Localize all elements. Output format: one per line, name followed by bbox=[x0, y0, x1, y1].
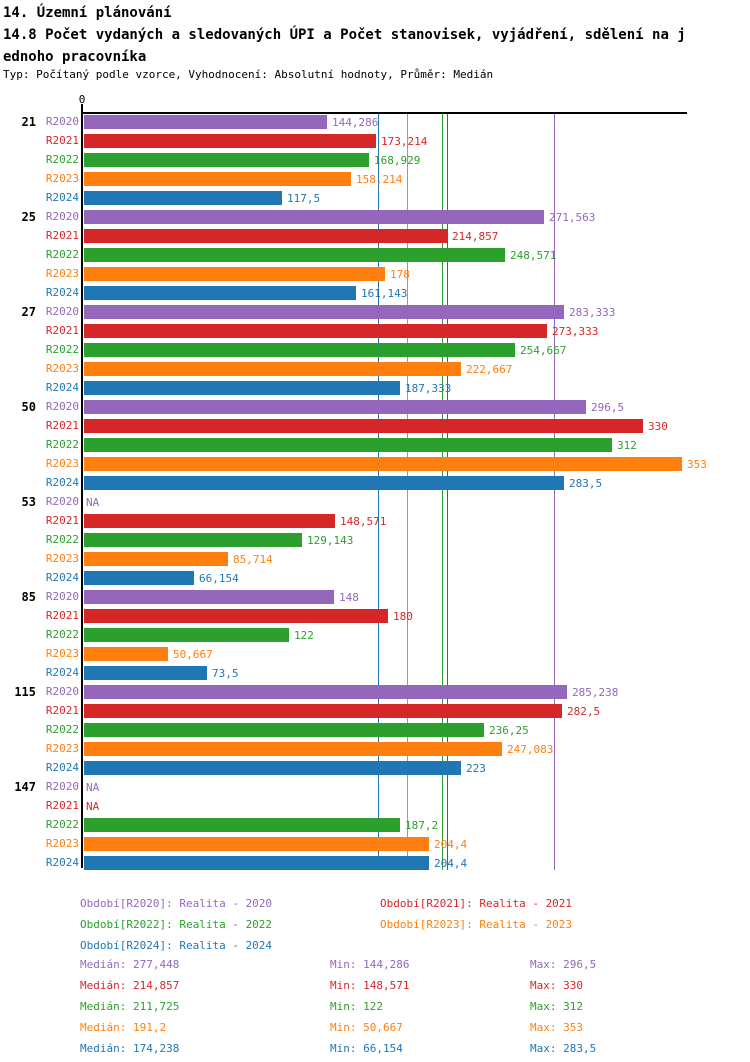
bar-r2021-group-53 bbox=[84, 514, 335, 528]
bar-r2021-group-27 bbox=[84, 324, 547, 338]
series-row-label-r2022: R2022 bbox=[45, 438, 79, 451]
series-row-label-r2024: R2024 bbox=[45, 191, 79, 204]
group-label-50: 50 bbox=[21, 400, 36, 414]
group-label-85: 85 bbox=[21, 590, 36, 604]
bar-value-label: 353 bbox=[687, 458, 707, 471]
legend-item-r2024: Období[R2024]: Realita - 2024 bbox=[80, 939, 273, 952]
bar-r2024-group-147 bbox=[84, 856, 429, 870]
series-row-label-r2021: R2021 bbox=[45, 609, 79, 622]
legend-item-r2021: Období[R2021]: Realita - 2021 bbox=[380, 897, 573, 910]
bar-value-label: 247,083 bbox=[507, 743, 554, 756]
series-row-label-r2024: R2024 bbox=[45, 571, 79, 584]
group-label-147: 147 bbox=[14, 780, 36, 794]
bar-r2020-group-115 bbox=[84, 685, 567, 699]
series-row-label-r2023: R2023 bbox=[45, 742, 79, 755]
series-row-label-r2024: R2024 bbox=[45, 381, 79, 394]
bar-r2022-group-115 bbox=[84, 723, 484, 737]
series-row-label-r2023: R2023 bbox=[45, 837, 79, 850]
bar-r2021-group-25 bbox=[84, 229, 447, 243]
median-r2020: Medián: 277,448 bbox=[80, 958, 180, 971]
series-row-label-r2020: R2020 bbox=[45, 685, 79, 698]
bar-r2024-group-85 bbox=[84, 666, 207, 680]
bar-value-label: 214,857 bbox=[452, 230, 499, 243]
bar-r2024-group-53 bbox=[84, 571, 194, 585]
bar-r2020-group-21 bbox=[84, 115, 327, 129]
median-line-r2020 bbox=[554, 114, 555, 870]
max-r2020: Max: 296,5 bbox=[530, 958, 597, 971]
bar-r2022-group-53 bbox=[84, 533, 302, 547]
bar-r2023-group-115 bbox=[84, 742, 502, 756]
series-row-label-r2021: R2021 bbox=[45, 419, 79, 432]
max-r2024: Max: 283,5 bbox=[530, 1042, 597, 1055]
series-row-label-r2020: R2020 bbox=[45, 210, 79, 223]
x-axis-zero-tick-label: 0 bbox=[78, 93, 86, 106]
bar-r2024-group-25 bbox=[84, 286, 356, 300]
bar-value-label: 144,286 bbox=[332, 116, 379, 129]
series-row-label-r2022: R2022 bbox=[45, 533, 79, 546]
series-row-label-r2023: R2023 bbox=[45, 457, 79, 470]
group-label-27: 27 bbox=[21, 305, 36, 319]
bar-value-label: 204,4 bbox=[434, 857, 468, 870]
median-r2021: Medián: 214,857 bbox=[80, 979, 180, 992]
bar-r2023-group-50 bbox=[84, 457, 682, 471]
bar-r2024-group-21 bbox=[84, 191, 282, 205]
bar-r2021-group-85 bbox=[84, 609, 388, 623]
bar-value-label: 285,238 bbox=[572, 686, 619, 699]
bar-value-label: NA bbox=[86, 781, 100, 794]
bar-value-label: 66,154 bbox=[199, 572, 239, 585]
bar-value-label: 73,5 bbox=[212, 667, 239, 680]
group-label-53: 53 bbox=[21, 495, 36, 509]
bar-value-label: 161,143 bbox=[361, 287, 408, 300]
bar-value-label: 283,333 bbox=[569, 306, 616, 319]
bar-value-label: 168,929 bbox=[374, 154, 421, 167]
bar-r2022-group-50 bbox=[84, 438, 612, 452]
median-r2023: Medián: 191,2 bbox=[80, 1021, 167, 1034]
bar-value-label: NA bbox=[86, 800, 100, 813]
series-row-label-r2022: R2022 bbox=[45, 153, 79, 166]
min-r2022: Min: 122 bbox=[330, 1000, 383, 1013]
bar-r2024-group-27 bbox=[84, 381, 400, 395]
series-row-label-r2024: R2024 bbox=[45, 666, 79, 679]
series-row-label-r2022: R2022 bbox=[45, 723, 79, 736]
median-line-r2021 bbox=[447, 114, 448, 870]
x-axis-line bbox=[81, 112, 687, 114]
bar-r2023-group-25 bbox=[84, 267, 385, 281]
series-row-label-r2022: R2022 bbox=[45, 628, 79, 641]
bar-r2022-group-25 bbox=[84, 248, 505, 262]
series-row-label-r2024: R2024 bbox=[45, 286, 79, 299]
bar-value-label: 158,214 bbox=[356, 173, 403, 186]
bar-r2024-group-115 bbox=[84, 761, 461, 775]
series-row-label-r2020: R2020 bbox=[45, 305, 79, 318]
bar-value-label: 330 bbox=[648, 420, 668, 433]
bar-value-label: 271,563 bbox=[549, 211, 596, 224]
bar-r2020-group-50 bbox=[84, 400, 586, 414]
series-row-label-r2023: R2023 bbox=[45, 552, 79, 565]
min-r2023: Min: 50,667 bbox=[330, 1021, 403, 1034]
legend-item-r2023: Období[R2023]: Realita - 2023 bbox=[380, 918, 573, 931]
series-row-label-r2021: R2021 bbox=[45, 514, 79, 527]
max-r2021: Max: 330 bbox=[530, 979, 583, 992]
median-r2022: Medián: 211,725 bbox=[80, 1000, 180, 1013]
bar-r2021-group-115 bbox=[84, 704, 562, 718]
legend-item-r2020: Období[R2020]: Realita - 2020 bbox=[80, 897, 273, 910]
max-r2022: Max: 312 bbox=[530, 1000, 583, 1013]
bar-r2023-group-27 bbox=[84, 362, 461, 376]
chart-meta-info: Typ: Počítaný podle vzorce, Vyhodnocení: Absolutní hodnoty, Průměr: Medián bbox=[3, 68, 494, 81]
bar-value-label: 282,5 bbox=[567, 705, 601, 718]
series-row-label-r2023: R2023 bbox=[45, 172, 79, 185]
series-row-label-r2020: R2020 bbox=[45, 590, 79, 603]
bar-value-label: 129,143 bbox=[307, 534, 354, 547]
series-row-label-r2023: R2023 bbox=[45, 267, 79, 280]
bar-value-label: 122 bbox=[294, 629, 314, 642]
bar-r2022-group-147 bbox=[84, 818, 400, 832]
bar-value-label: 173,214 bbox=[381, 135, 428, 148]
bar-r2021-group-50 bbox=[84, 419, 643, 433]
series-row-label-r2022: R2022 bbox=[45, 818, 79, 831]
bar-r2020-group-27 bbox=[84, 305, 564, 319]
group-label-115: 115 bbox=[14, 685, 36, 699]
bar-value-label: 296,5 bbox=[591, 401, 625, 414]
page-title: 14. Územní plánování bbox=[3, 5, 172, 21]
group-label-25: 25 bbox=[21, 210, 36, 224]
bar-r2020-group-85 bbox=[84, 590, 334, 604]
series-row-label-r2020: R2020 bbox=[45, 780, 79, 793]
bar-r2023-group-21 bbox=[84, 172, 351, 186]
bar-value-label: 248,571 bbox=[510, 249, 557, 262]
bar-value-label: 283,5 bbox=[569, 477, 603, 490]
series-row-label-r2021: R2021 bbox=[45, 134, 79, 147]
series-row-label-r2020: R2020 bbox=[45, 495, 79, 508]
bar-value-label: 254,667 bbox=[520, 344, 567, 357]
bar-value-label: 148,571 bbox=[340, 515, 387, 528]
series-row-label-r2020: R2020 bbox=[45, 115, 79, 128]
bar-value-label: 178 bbox=[390, 268, 410, 281]
bar-value-label: 117,5 bbox=[287, 192, 321, 205]
bar-r2023-group-85 bbox=[84, 647, 168, 661]
series-row-label-r2021: R2021 bbox=[45, 704, 79, 717]
median-line-r2022 bbox=[442, 114, 443, 870]
series-row-label-r2020: R2020 bbox=[45, 400, 79, 413]
series-row-label-r2024: R2024 bbox=[45, 856, 79, 869]
bar-value-label: 180 bbox=[393, 610, 413, 623]
bar-value-label: 85,714 bbox=[233, 553, 273, 566]
bar-value-label: 148 bbox=[339, 591, 359, 604]
series-row-label-r2021: R2021 bbox=[45, 324, 79, 337]
y-axis-line bbox=[81, 104, 83, 868]
bar-value-label: 223 bbox=[466, 762, 486, 775]
median-r2024: Medián: 174,238 bbox=[80, 1042, 180, 1055]
bar-value-label: 312 bbox=[617, 439, 637, 452]
bar-value-label: NA bbox=[86, 496, 100, 509]
bar-r2021-group-21 bbox=[84, 134, 376, 148]
series-row-label-r2023: R2023 bbox=[45, 647, 79, 660]
series-row-label-r2021: R2021 bbox=[45, 799, 79, 812]
series-row-label-r2023: R2023 bbox=[45, 362, 79, 375]
bar-r2023-group-147 bbox=[84, 837, 429, 851]
page-subtitle-line1: 14.8 Počet vydaných a sledovaných ÚPI a Počet stanovisek, vyjádření, sdělení na j bbox=[3, 27, 686, 43]
min-r2020: Min: 144,286 bbox=[330, 958, 410, 971]
legend-item-r2022: Období[R2022]: Realita - 2022 bbox=[80, 918, 273, 931]
median-line-r2023 bbox=[407, 114, 408, 870]
bar-value-label: 236,25 bbox=[489, 724, 529, 737]
bar-value-label: 204,4 bbox=[434, 838, 468, 851]
bar-value-label: 187,2 bbox=[405, 819, 439, 832]
series-row-label-r2022: R2022 bbox=[45, 248, 79, 261]
series-row-label-r2021: R2021 bbox=[45, 229, 79, 242]
bar-r2022-group-85 bbox=[84, 628, 289, 642]
median-line-r2024 bbox=[378, 114, 379, 870]
group-label-21: 21 bbox=[21, 115, 36, 129]
bar-r2023-group-53 bbox=[84, 552, 228, 566]
bar-r2024-group-50 bbox=[84, 476, 564, 490]
series-row-label-r2022: R2022 bbox=[45, 343, 79, 356]
bar-value-label: 273,333 bbox=[552, 325, 599, 338]
min-r2024: Min: 66,154 bbox=[330, 1042, 403, 1055]
bar-r2022-group-27 bbox=[84, 343, 515, 357]
bar-value-label: 50,667 bbox=[173, 648, 213, 661]
bar-r2020-group-25 bbox=[84, 210, 544, 224]
series-row-label-r2024: R2024 bbox=[45, 476, 79, 489]
bar-value-label: 187,333 bbox=[405, 382, 452, 395]
bar-r2022-group-21 bbox=[84, 153, 369, 167]
max-r2023: Max: 353 bbox=[530, 1021, 583, 1034]
page-subtitle-line2: ednoho pracovníka bbox=[3, 49, 147, 65]
min-r2021: Min: 148,571 bbox=[330, 979, 410, 992]
bar-value-label: 222,667 bbox=[466, 363, 513, 376]
series-row-label-r2024: R2024 bbox=[45, 761, 79, 774]
